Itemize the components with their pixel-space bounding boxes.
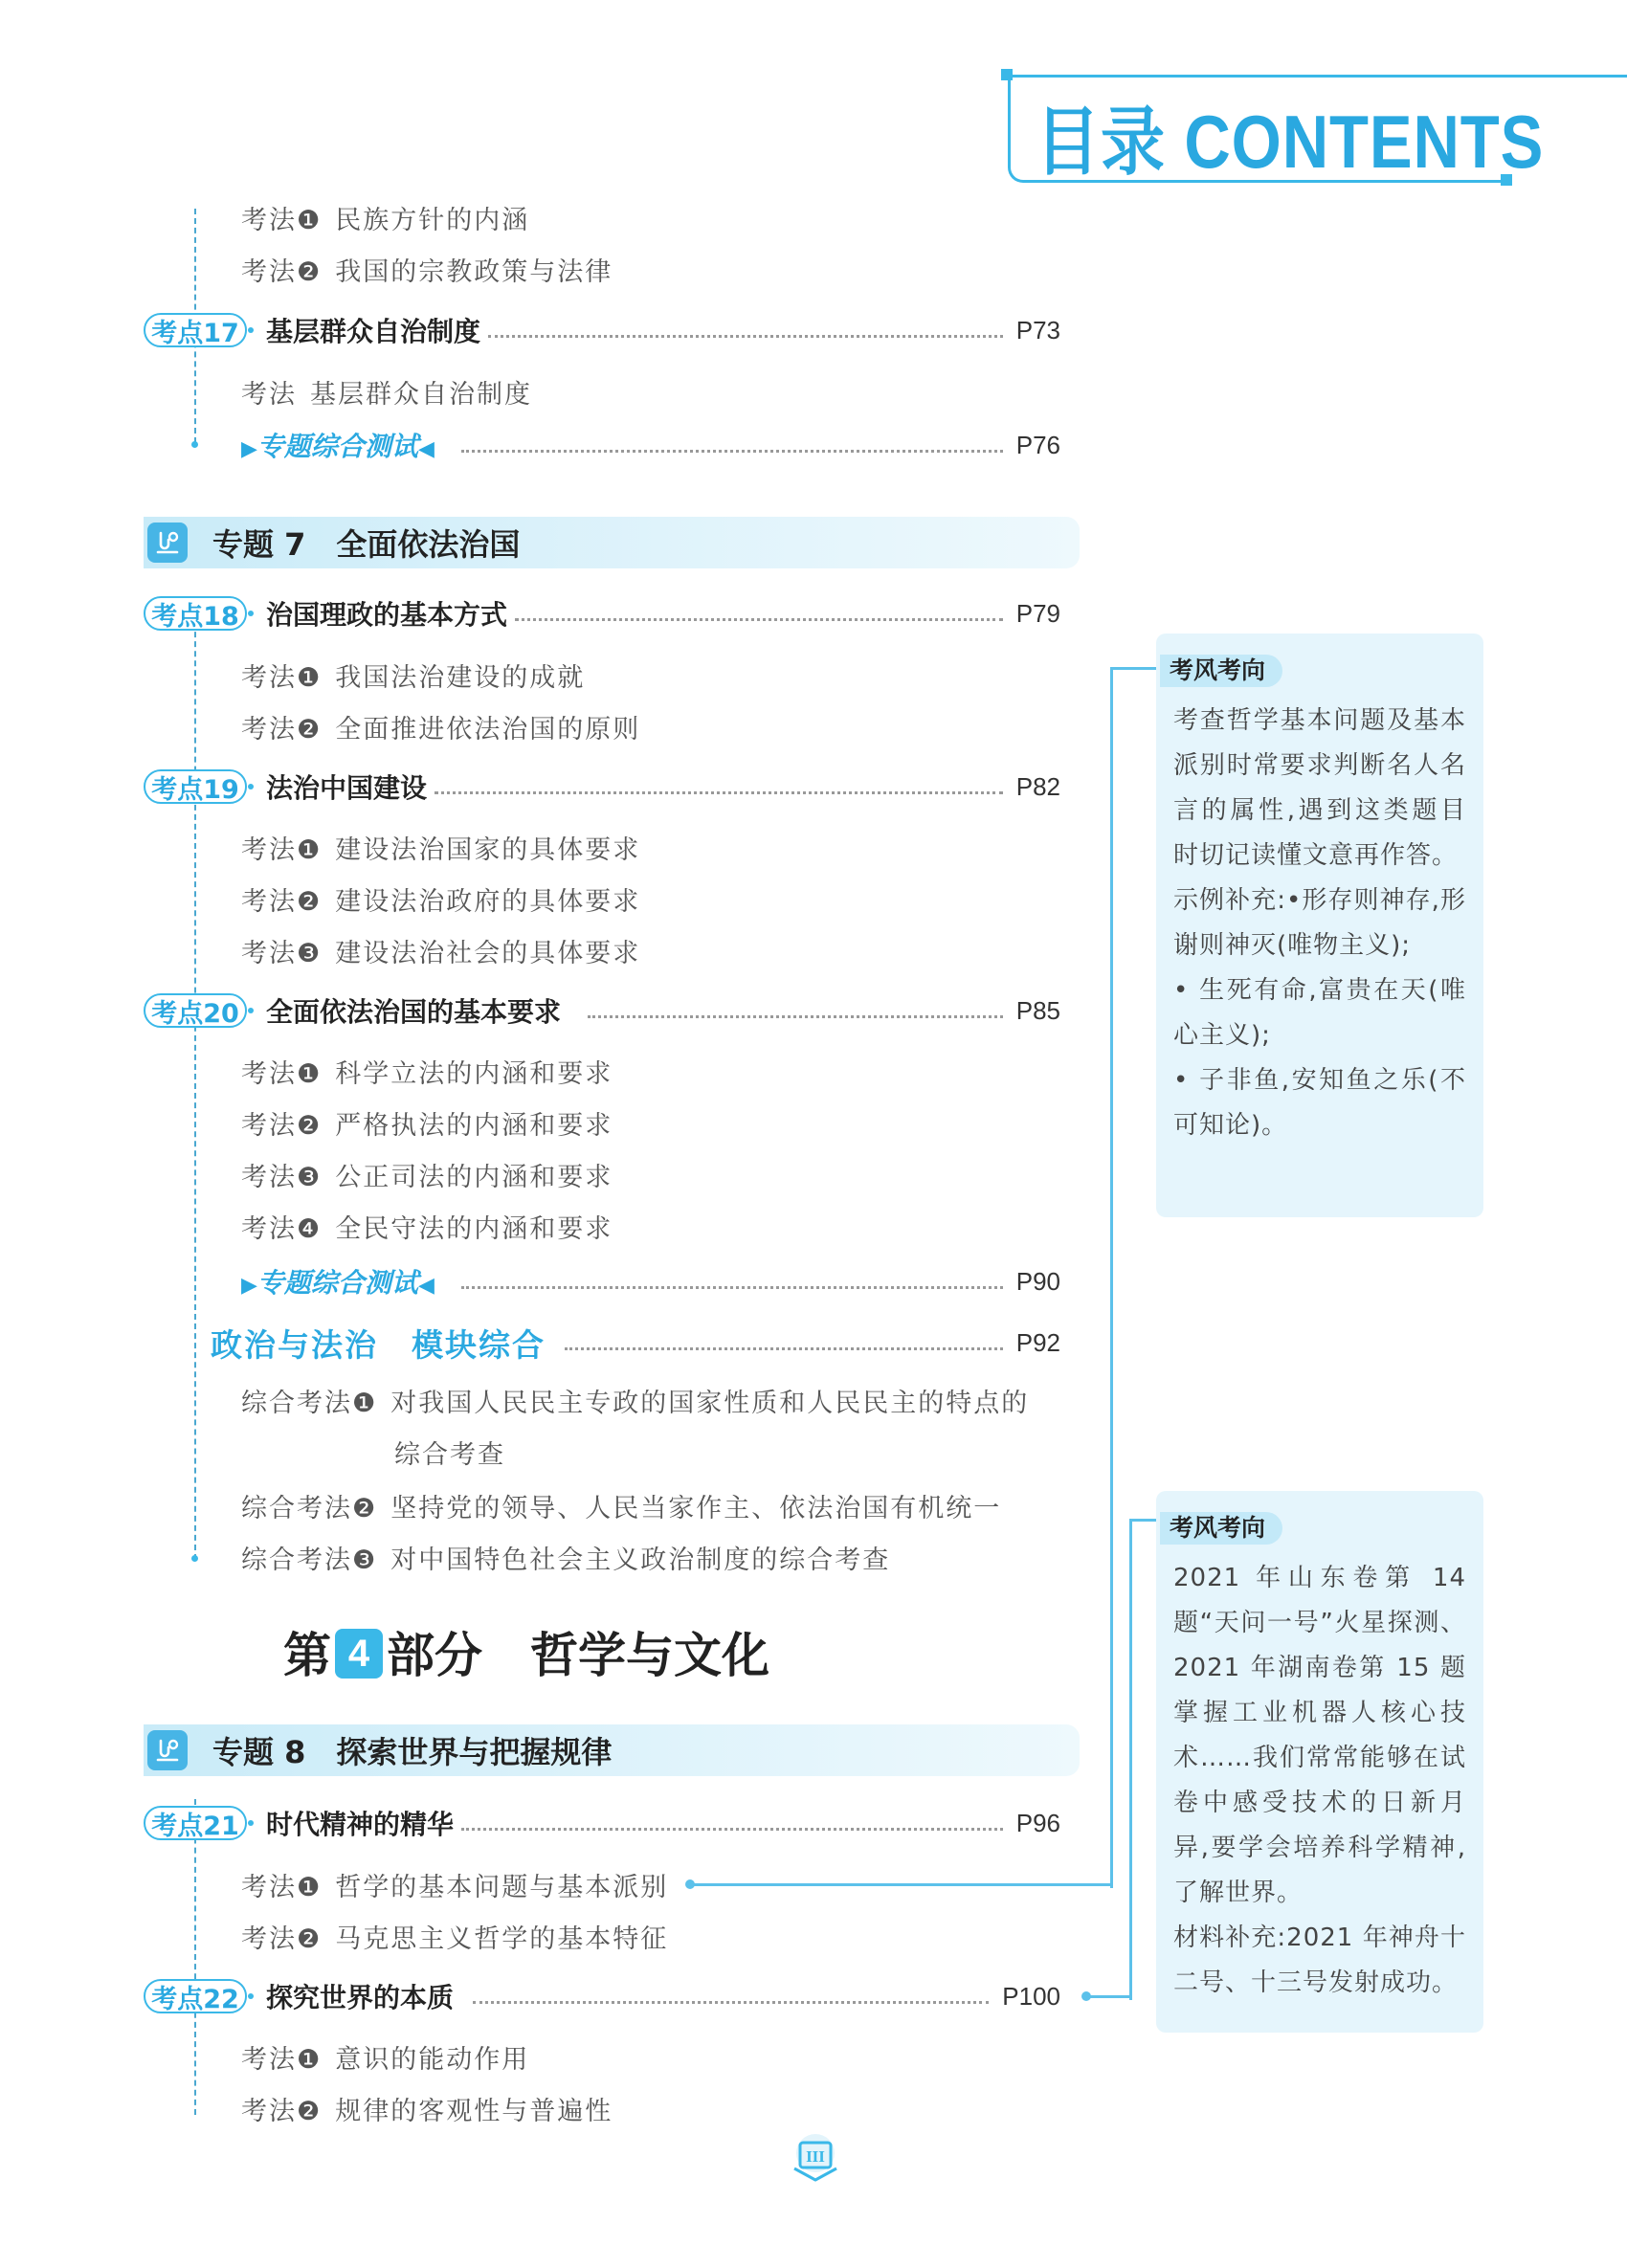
method-item[interactable]: 考法❷ 马克思主义哲学的基本特征 bbox=[241, 1924, 669, 1954]
note-text: 考查哲学基本问题及基本派别时常要求判断名人名言的属性,遇到这类题目时切记读懂文意再作答。 示例补充:•形存则神存,形谢则神灭(唯物主义); • 生死有命,富贵在天(唯心主义); • 子非鱼,安知鱼之乐(不可知论)。 bbox=[1173, 706, 1466, 1140]
connector-dot bbox=[685, 1879, 695, 1889]
method-item[interactable]: 考法❶ 我国法治建设的成就 bbox=[241, 663, 586, 693]
method-item[interactable]: 考法❷ 我国的宗教政策与法律 bbox=[241, 257, 613, 287]
method-item[interactable]: 考法❹ 全民守法的内涵和要求 bbox=[241, 1214, 613, 1244]
method-item[interactable]: 考法❸ 公正司法的内涵和要求 bbox=[241, 1163, 613, 1192]
timeline-dot bbox=[191, 441, 198, 448]
dot-leader bbox=[473, 2001, 989, 2004]
kaodian-badge: 考点18 bbox=[144, 596, 247, 631]
kaodian-badge: 考点22 bbox=[144, 1979, 247, 2013]
method-item[interactable]: 考法❷ 建设法治政府的具体要求 bbox=[241, 887, 641, 917]
page-number-badge bbox=[789, 2130, 842, 2191]
note-tag: 考风考向 bbox=[1160, 1512, 1282, 1545]
toc-entry-test2[interactable] bbox=[241, 1257, 1060, 1305]
page-number: P96 bbox=[1015, 1808, 1060, 1837]
page-number: P76 bbox=[1015, 430, 1060, 459]
connector-line bbox=[693, 1883, 1113, 1886]
part-heading: 第 4 部分 哲学与文化 bbox=[283, 1627, 769, 1683]
topic-icon bbox=[147, 523, 188, 563]
method-item[interactable]: 考法❶ 科学立法的内涵和要求 bbox=[241, 1059, 613, 1089]
kaodian-badge: 考点19 bbox=[144, 769, 247, 804]
toc-entry-kaodian21[interactable] bbox=[144, 1799, 1060, 1847]
method-item[interactable]: 考法❶ 建设法治国家的具体要求 bbox=[241, 835, 641, 865]
module-item-continuation: 综合考查 bbox=[394, 1440, 505, 1470]
dot-leader bbox=[435, 791, 1003, 794]
header-corner-dot bbox=[1001, 69, 1013, 80]
toc-entry-kaodian22[interactable] bbox=[144, 1972, 1060, 2020]
triangle-left-icon: ◀ bbox=[417, 1274, 435, 1298]
topic-header-8 bbox=[144, 1724, 1080, 1776]
kaodian-title: 探究世界的本质 bbox=[266, 1982, 455, 2013]
toc-entry-test1[interactable] bbox=[241, 421, 1060, 469]
page-number: P79 bbox=[1015, 598, 1060, 628]
kaodian-badge: 考点21 bbox=[144, 1806, 247, 1840]
dot-leader bbox=[461, 1828, 1003, 1831]
method-item[interactable]: 考法❶ 民族方针的内涵 bbox=[241, 206, 530, 235]
page-number: P82 bbox=[1015, 771, 1060, 801]
page-number: P85 bbox=[1015, 995, 1060, 1025]
method-item[interactable]: 考法❷ 全面推进依法治国的原则 bbox=[241, 715, 641, 745]
part-number-badge: 4 bbox=[335, 1629, 383, 1679]
kaodian-title: 基层群众自治制度 bbox=[266, 316, 481, 347]
note-text: 2021 年山东卷第 14 题“天问一号”火星探测、2021 年湖南卷第 15 题掌握工业机器人核心技术……我们常常能够在试卷中感受技术的日新月异,要学会培养科学精神,了解世界。 材料补充:2021 年神舟十二号、十三号发射成功。 bbox=[1173, 1564, 1466, 1997]
page-numeral: III bbox=[806, 2147, 825, 2166]
method-item[interactable]: 考法❷ 规律的客观性与普遍性 bbox=[241, 2097, 613, 2126]
timeline-line bbox=[194, 603, 196, 1560]
timeline-dot bbox=[191, 1555, 198, 1562]
kaodian-badge: 考点20 bbox=[144, 993, 247, 1028]
toc-entry-kaodian20[interactable] bbox=[144, 987, 1060, 1034]
module-item[interactable]: 综合考法❶ 对我国人民民主专政的国家性质和人民民主的特点的 bbox=[241, 1389, 1030, 1418]
kaodian-title: 治国理政的基本方式 bbox=[266, 599, 508, 631]
module-item[interactable]: 综合考法❸ 对中国特色社会主义政治制度的综合考查 bbox=[241, 1545, 891, 1575]
toc-entry-kaodian19[interactable] bbox=[144, 763, 1060, 811]
kaodian-title: 全面依法治国的基本要求 bbox=[266, 996, 562, 1028]
method-item[interactable]: 考法 基层群众自治制度 bbox=[241, 380, 532, 410]
topic-icon bbox=[147, 1730, 188, 1770]
dot-leader bbox=[515, 618, 1003, 621]
note-tag: 考风考向 bbox=[1160, 655, 1282, 687]
method-item[interactable]: 考法❸ 建设法治社会的具体要求 bbox=[241, 939, 641, 968]
triangle-right-icon: ▶ bbox=[241, 437, 257, 461]
dot-leader bbox=[488, 335, 1003, 338]
topic-title: 专题 7 全面依法治国 bbox=[212, 526, 521, 563]
dot-leader bbox=[588, 1015, 1003, 1018]
page-number: P92 bbox=[1015, 1327, 1060, 1357]
method-item[interactable]: 考法❶ 意识的能动作用 bbox=[241, 2045, 530, 2075]
dot-leader bbox=[565, 1347, 1003, 1350]
method-item[interactable]: 考法❷ 严格执法的内涵和要求 bbox=[241, 1111, 613, 1141]
page-number: P90 bbox=[1015, 1266, 1060, 1296]
connector-line bbox=[1089, 1995, 1132, 1998]
module-item[interactable]: 综合考法❷ 坚持党的领导、人民当家作主、依法治国有机统一 bbox=[241, 1494, 1002, 1523]
kaodian-title: 时代精神的精华 bbox=[266, 1809, 455, 1840]
page-number: P100 bbox=[1002, 1981, 1060, 2011]
method-item[interactable]: 考法❶ 哲学的基本问题与基本派别 bbox=[241, 1873, 669, 1902]
dot-leader bbox=[461, 1286, 1003, 1289]
sidebar-note-1 bbox=[1156, 634, 1483, 1217]
topic-title: 专题 8 探索世界与把握规律 bbox=[212, 1734, 613, 1770]
topic-header-7 bbox=[144, 517, 1080, 568]
triangle-right-icon: ▶ bbox=[241, 1274, 257, 1298]
sidebar-note-2 bbox=[1156, 1491, 1483, 2033]
toc-entry-kaodian17[interactable] bbox=[144, 306, 1060, 354]
kaodian-title: 法治中国建设 bbox=[266, 772, 428, 804]
test-label: ▶专题综合测试◀ bbox=[241, 1267, 435, 1299]
page-title: 目录 CONTENTS bbox=[1036, 100, 1545, 184]
test-label: ▶专题综合测试◀ bbox=[241, 431, 435, 462]
toc-entry-module[interactable] bbox=[211, 1319, 1060, 1367]
kaodian-badge: 考点17 bbox=[144, 313, 247, 347]
dot-leader bbox=[461, 450, 1003, 453]
triangle-left-icon: ◀ bbox=[417, 437, 435, 461]
module-title: 政治与法治 模块综合 bbox=[211, 1325, 546, 1364]
toc-entry-kaodian18[interactable] bbox=[144, 589, 1060, 637]
connector-dot bbox=[1081, 1991, 1091, 2001]
page-number: P73 bbox=[1015, 315, 1060, 345]
